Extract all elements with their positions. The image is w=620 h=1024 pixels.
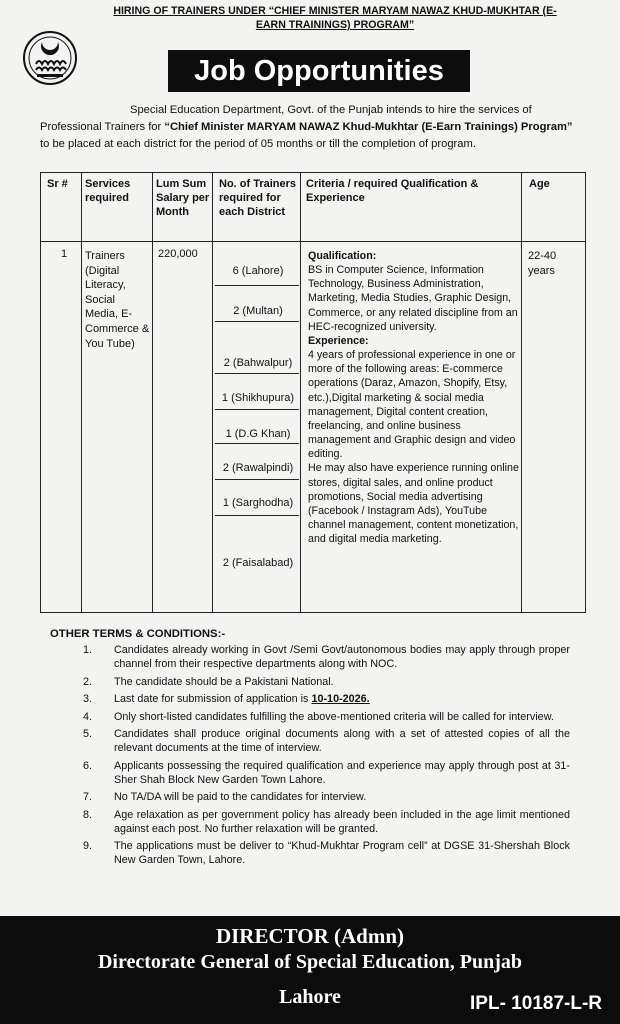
header-trainers: No. of Trainers required for each District	[219, 178, 297, 218]
qualification-text: BS in Computer Science, Information Technology, Business Administration, Marketing, Media Studies, Graphic Design, Commerce, or any related discipline from an HEC-recognized university.	[308, 264, 518, 333]
footer-org: Directorate General of Special Education, Punjab	[97, 951, 523, 973]
cell-salary: 220,000	[158, 248, 198, 260]
terms-heading: OTHER TERMS & CONDITIONS:-	[50, 628, 226, 640]
experience-text: 4 years of professional experience in one or more of the following areas: E-commerce operations (Daraz, Amazon, Shopify, Etsy, etc.),Digital marketing & social media management, Digital content creation, freelancing, and online business management and Graphic design and video editing.	[308, 349, 516, 461]
footer-ref: IPL- 10187-L-R	[470, 993, 602, 1014]
cell-services: Trainers (Digital Literacy, Social Media, E-Commerce & You Tube)	[85, 250, 150, 350]
term-item: 5. Candidates shall produce original documents along with a set of attested copies of all the relevant documents at the time of interview.	[82, 728, 570, 754]
job-opportunities-banner: Job Opportunities	[168, 50, 470, 92]
term-item: 9. The applications must be deliver to “Khud-Mukhtar Program cell” at DGSE 31-Shershah Block New Garden Town, Lahore.	[82, 840, 570, 866]
term-item: 8. Age relaxation as per government policy has already been included in the age limit mentioned against each post. No further relaxation will be granted.	[82, 808, 570, 835]
term-item: 4. Only short-listed candidates fulfilling the above-mentioned criteria will be called for interview.	[82, 710, 554, 723]
term-item: 3. Last date for submission of application is 10-10-2026.	[82, 693, 370, 705]
footer-banner	[0, 916, 620, 1024]
header-sr: Sr #	[47, 178, 68, 190]
district-faisalabad: 2 (Faisalabad)	[222, 557, 294, 569]
program-name: “Chief Minister MARYAM NAWAZ Khud-Mukhtar (E-Earn Trainings) Program”	[164, 121, 573, 133]
punjab-emblem-logo	[22, 30, 78, 86]
qualification-label: Qualification:	[308, 250, 377, 262]
term-item: 1. Candidates already working in Govt /Semi Govt/autonomous bodies may apply through proper channel from their respective departments along with NOC.	[82, 644, 570, 670]
criteria-cell	[308, 249, 522, 546]
district-lahore: 6 (Lahore)	[232, 265, 284, 277]
district-sarghodha: 1 (Sarghodha)	[222, 497, 294, 509]
jobs-table	[40, 172, 586, 613]
district-dg-khan: 1 (D.G Khan)	[225, 428, 291, 440]
experience-label: Experience:	[308, 334, 369, 347]
footer-city: Lahore	[279, 986, 341, 1008]
terms-section	[50, 628, 570, 871]
header-age: Age	[529, 178, 550, 190]
intro-text-2: to be placed at each district for the period of 05 months or till the completion of program.	[40, 138, 476, 150]
term-item: 7. No TA/DA will be paid to the candidates for interview.	[82, 791, 367, 803]
term-item: 2. The candidate should be a Pakistani National.	[82, 675, 334, 688]
district-rawalpindi: 2 (Rawalpindi)	[222, 462, 294, 474]
header-title: HIRING OF TRAINERS UNDER “CHIEF MINISTER MARYAM NAWAZ KHUD-MUKHTAR (E-EARN TRAININGS) PROGRAM”	[113, 5, 557, 31]
district-multan: 2 (Multan)	[233, 305, 283, 317]
footer-title: DIRECTOR (Admn)	[215, 924, 405, 948]
district-shikhupura: 1 (Shikhupura)	[221, 392, 295, 404]
intro-paragraph	[40, 102, 580, 153]
cell-sr: 1	[61, 248, 68, 260]
header-criteria: Criteria / required Qualification & Experience	[306, 178, 479, 204]
header-services: Services required	[85, 178, 131, 204]
term-item: 6. Applicants possessing the required qualification and experience may apply through post at 31-Sher Shah Block New Garden Town Lahore.	[82, 759, 570, 786]
extra-experience-text: He may also have experience running online stores, digital sales, and online product promotions, Social media advertising (Facebook / Instagram Ads), YouTube channel management, content monetization, and digital media marketing.	[308, 462, 519, 546]
header-salary: Lum Sum Salary per Month	[156, 178, 210, 218]
intro-text-1: Special Education Department, Govt. of the Punjab intends to hire the services of Professional Trainers for	[40, 104, 532, 133]
cell-age: 22-40 years	[528, 250, 557, 277]
district-bahawalpur: 2 (Bahwalpur)	[223, 357, 293, 369]
last-date: 10-10-2026.	[311, 693, 370, 705]
